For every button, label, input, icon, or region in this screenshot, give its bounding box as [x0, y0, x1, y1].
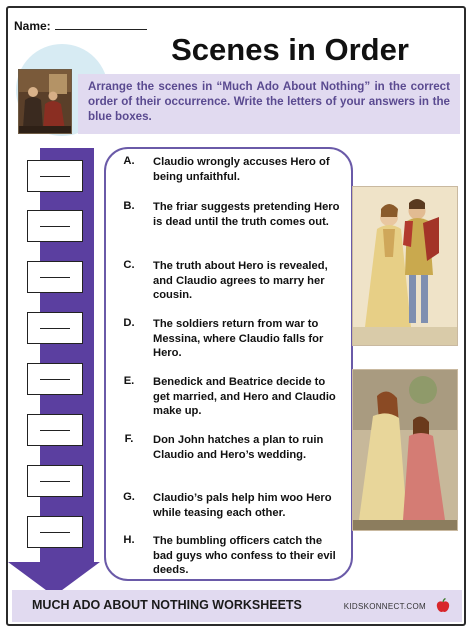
answer-blank	[40, 176, 70, 177]
instructions-box: Arrange the scenes in “Much Ado About Nothing” in the correct order of their occurrence. Write the letters of your answers in the blue boxes.	[78, 74, 460, 134]
answer-blank	[40, 328, 70, 329]
scene-letter: B.	[123, 200, 135, 212]
scene-text: The bumbling officers catch the bad guys who confess to their evil deeds.	[153, 535, 336, 576]
scene-text: The friar suggests pretending Hero is dead until the truth comes out.	[153, 201, 340, 228]
scene-text: Claudio’s pals help him woo Hero while teasing each other.	[153, 492, 332, 519]
answer-box[interactable]	[27, 160, 83, 192]
illustration-couple	[352, 186, 458, 346]
answer-box[interactable]	[27, 414, 83, 446]
answer-blank	[40, 277, 70, 278]
scene-letter: A.	[123, 155, 135, 167]
answer-blank	[40, 379, 70, 380]
answer-box[interactable]	[27, 312, 83, 344]
scene-letter: H.	[123, 534, 135, 546]
brand-name[interactable]: KIDSKONNECT.COM	[343, 602, 426, 611]
name-label: Name:	[14, 19, 51, 33]
scene-letter: C.	[123, 259, 135, 271]
scene-letter: D.	[123, 317, 135, 329]
answer-blank	[40, 226, 70, 227]
answer-box[interactable]	[27, 516, 83, 548]
scenes-panel	[104, 147, 353, 581]
scene-text: Don John hatches a plan to ruin Claudio and Hero’s wedding.	[153, 434, 324, 461]
answer-blank	[40, 481, 70, 482]
scene-text: Benedick and Beatrice decide to get married, and Hero and Claudio make up.	[153, 376, 336, 417]
answer-blank	[40, 532, 70, 533]
scene-text: The soldiers return from war to Messina, where Claudio falls for Hero.	[153, 318, 324, 359]
page-title: Scenes in Order	[171, 32, 409, 67]
scene-text: The truth about Hero is revealed, and Claudio agrees to marry her cousin.	[153, 260, 328, 301]
answer-box[interactable]	[27, 210, 83, 242]
scene-letter: G.	[123, 491, 135, 503]
scene-text: Claudio wrongly accuses Hero of being unfaithful.	[153, 156, 330, 183]
scene-letter: F.	[124, 433, 134, 445]
scene-letter: E.	[123, 375, 135, 387]
apple-icon	[436, 598, 450, 613]
footer-title: MUCH ADO ABOUT NOTHING WORKSHEETS	[32, 598, 302, 612]
answer-box[interactable]	[27, 261, 83, 293]
answer-box[interactable]	[27, 363, 83, 395]
answer-box[interactable]	[27, 465, 83, 497]
answer-blank	[40, 430, 70, 431]
illustration-women	[352, 369, 458, 531]
footer-bar	[12, 590, 462, 622]
